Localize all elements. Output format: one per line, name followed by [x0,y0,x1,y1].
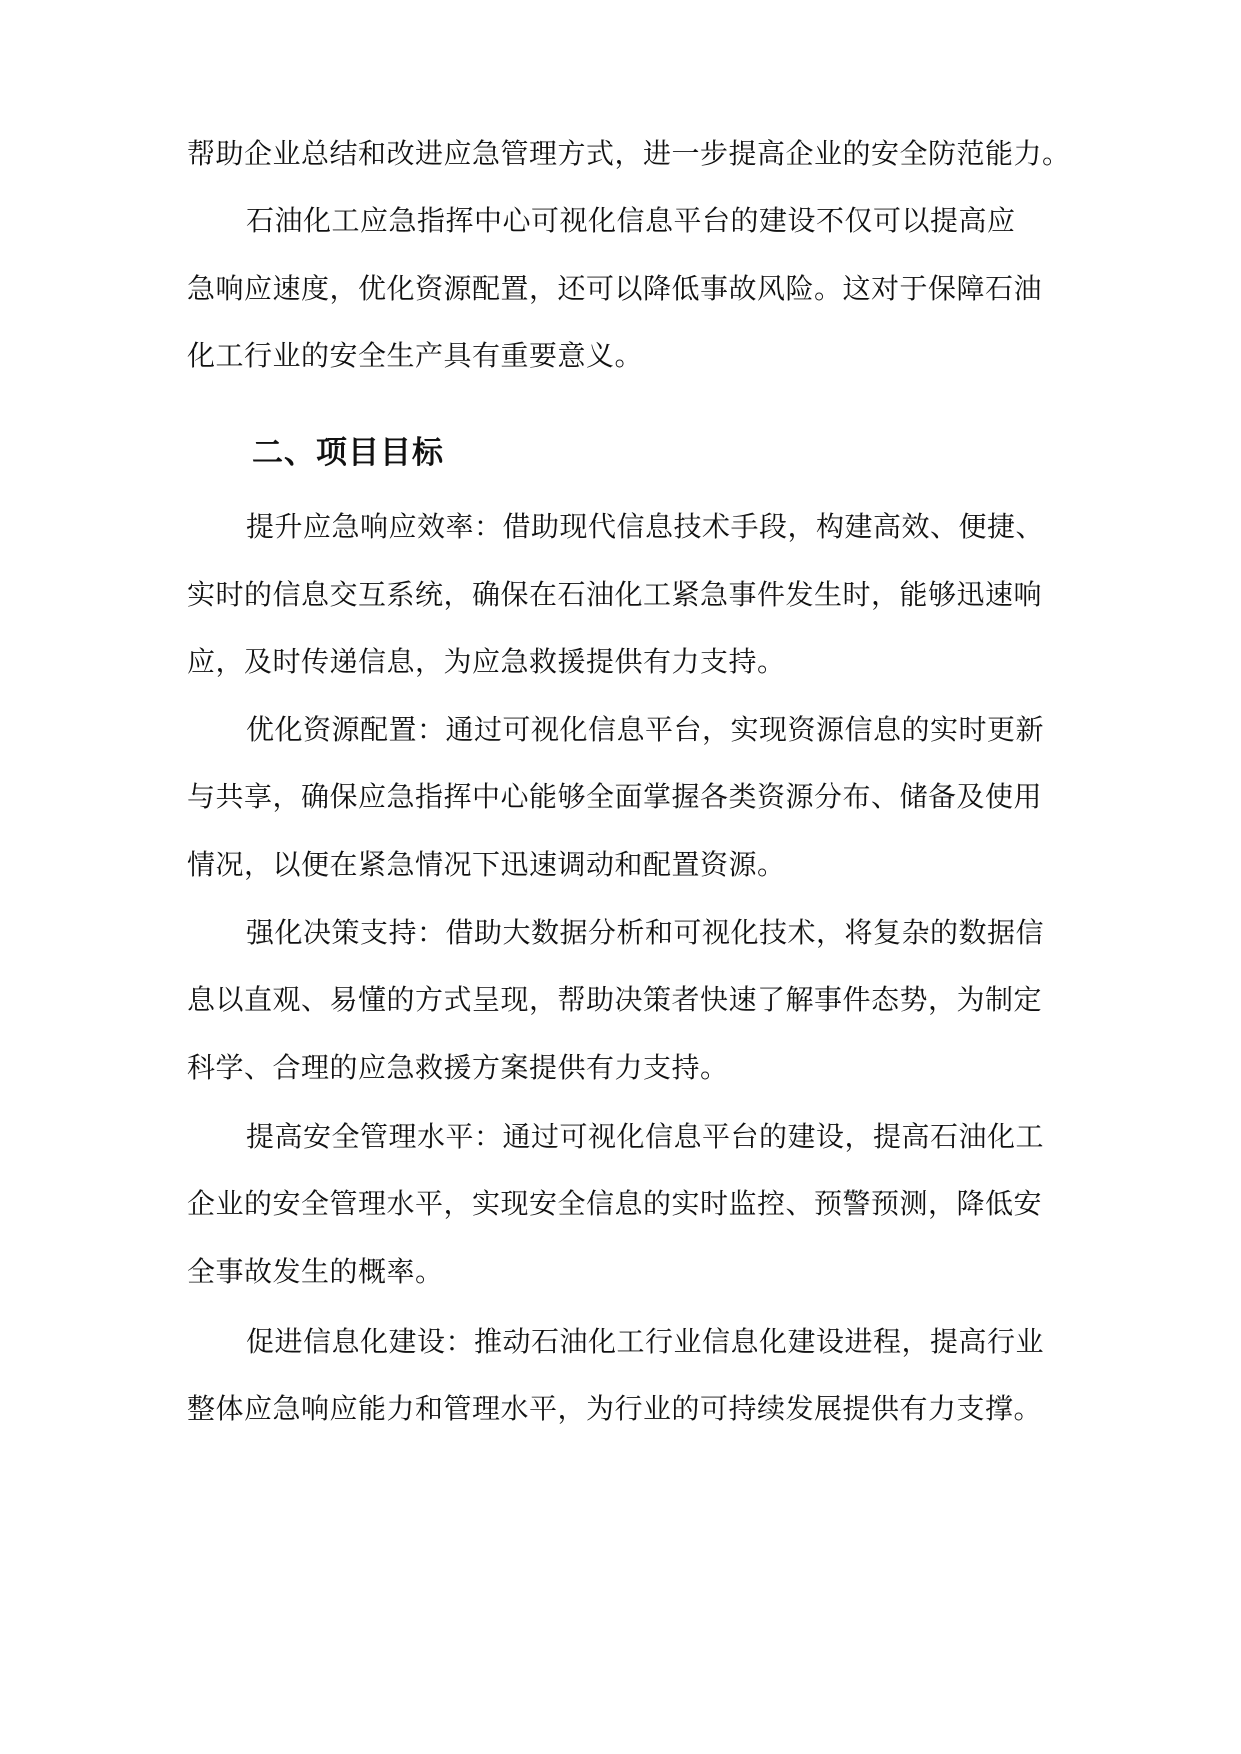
paragraph-line: 优化资源配置：通过可视化信息平台，实现资源信息的实时更新 [246,713,1045,746]
paragraph-line: 急响应速度，优化资源配置，还可以降低事故风险。这对于保障石油 [187,272,1043,305]
paragraph-line: 全事故发生的概率。 [187,1255,444,1288]
section-heading: 二、项目目标 [252,435,444,471]
paragraph-line: 石油化工应急指挥中心可视化信息平台的建设不仅可以提高应 [246,204,1016,237]
paragraph-line: 化工行业的安全生产具有重要意义。 [187,339,644,372]
paragraph-line: 提高安全管理水平：通过可视化信息平台的建设，提高石油化工 [246,1120,1045,1153]
paragraph-line: 息以直观、易懂的方式呈现，帮助决策者快速了解事件态势，为制定 [187,983,1043,1016]
paragraph-line: 情况，以便在紧急情况下迅速调动和配置资源。 [187,848,786,881]
paragraph-line: 帮助企业总结和改进应急管理方式，进一步提高企业的安全防范能力。 [187,137,1071,170]
paragraph-line: 整体应急响应能力和管理水平，为行业的可持续发展提供有力支撑。 [187,1392,1043,1425]
paragraph-line: 实时的信息交互系统，确保在石油化工紧急事件发生时，能够迅速响 [187,578,1043,611]
paragraph-line: 强化决策支持：借助大数据分析和可视化技术，将复杂的数据信 [246,916,1045,949]
paragraph-line: 应，及时传递信息，为应急救援提供有力支持。 [187,645,786,678]
paragraph-line: 提升应急响应效率：借助现代信息技术手段，构建高效、便捷、 [246,510,1045,543]
paragraph-line: 促进信息化建设：推动石油化工行业信息化建设进程，提高行业 [246,1325,1045,1358]
paragraph-line: 科学、合理的应急救援方案提供有力支持。 [187,1051,729,1084]
paragraph-line: 与共享，确保应急指挥中心能够全面掌握各类资源分布、储备及使用 [187,780,1043,813]
paragraph-line: 企业的安全管理水平，实现安全信息的实时监控、预警预测，降低安 [187,1187,1043,1220]
